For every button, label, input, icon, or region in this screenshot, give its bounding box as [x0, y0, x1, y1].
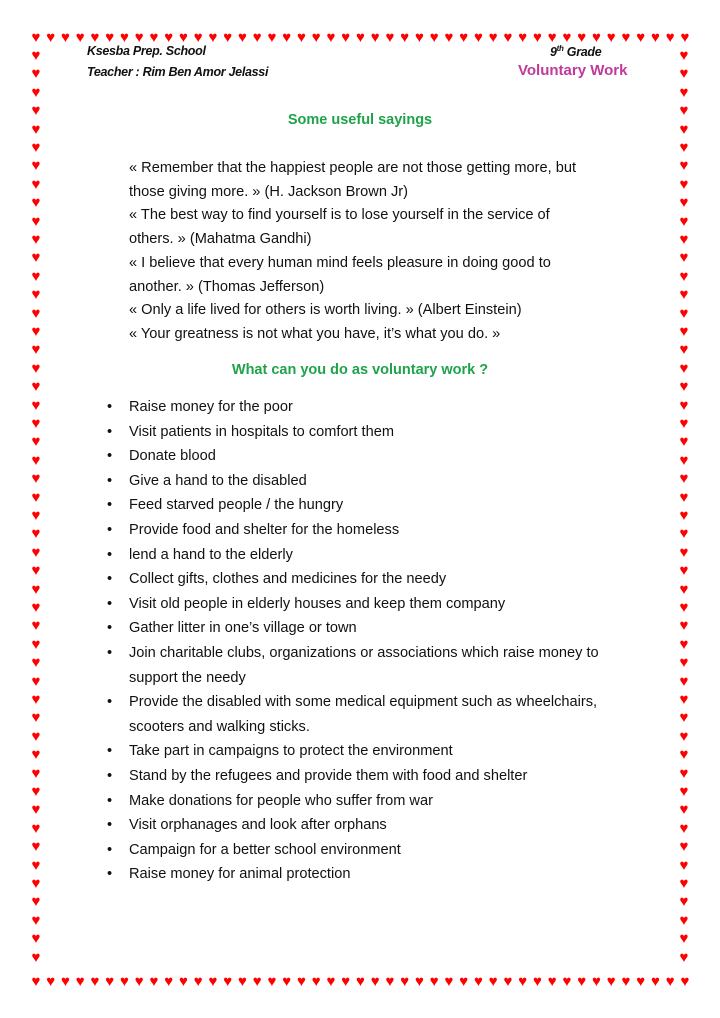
list-item-text: Provide food and shelter for the homeless	[129, 521, 400, 538]
list-item-text: Visit orphanages and look after orphans	[129, 817, 387, 834]
list-item	[105, 813, 645, 838]
heart-icon: ♥	[679, 175, 689, 193]
heart-icon: ♥	[679, 819, 689, 837]
heart-icon: ♥	[31, 267, 41, 285]
list-item	[105, 764, 645, 789]
heart-icon: ♥	[415, 29, 424, 46]
heart-icon: ♥	[679, 304, 689, 322]
heart-icon: ♥	[46, 29, 56, 46]
heart-icon: ♥	[31, 654, 41, 672]
saying-line: « Your greatness is not what you have, it’s what you do. »	[129, 325, 501, 342]
heart-icon: ♥	[31, 378, 41, 396]
bullet-icon: •	[107, 571, 113, 588]
list-item-text: Take part in campaigns to protect the environment	[129, 743, 453, 760]
heart-icon: ♥	[444, 29, 454, 46]
heart-icon: ♥	[31, 838, 41, 856]
heart-icon: ♥	[164, 29, 174, 46]
list-item	[105, 838, 645, 863]
heart-icon: ♥	[679, 83, 689, 101]
heart-icon: ♥	[31, 856, 41, 874]
heart-icon: ♥	[503, 973, 513, 990]
bullet-icon: •	[107, 497, 113, 514]
grade-number: 9	[550, 45, 557, 60]
heart-icon: ♥	[238, 973, 247, 990]
heart-icon: ♥	[679, 396, 689, 414]
list-item	[105, 690, 645, 739]
heart-icon: ♥	[31, 672, 41, 690]
heart-icon: ♥	[679, 378, 689, 396]
heart-icon: ♥	[385, 29, 395, 46]
heart-icon: ♥	[341, 973, 351, 990]
heart-icon: ♥	[518, 29, 528, 46]
bullet-icon: •	[107, 792, 113, 809]
list-item	[105, 789, 645, 814]
heart-icon: ♥	[679, 543, 689, 561]
heart-icon: ♥	[311, 973, 321, 990]
heart-icon: ♥	[31, 580, 41, 598]
heart-icon: ♥	[61, 29, 70, 46]
bullet-icon: •	[107, 743, 113, 760]
list-item-text: Gather litter in one’s village or town	[129, 620, 357, 637]
heart-icon: ♥	[31, 930, 41, 948]
heart-icon: ♥	[31, 470, 41, 488]
heart-icon: ♥	[31, 746, 41, 764]
heart-icon: ♥	[679, 323, 689, 340]
saying-line: « The best way to find yourself is to lose yourself in the service of	[129, 207, 550, 224]
sayings-title: Some useful sayings	[287, 112, 433, 128]
heart-icon: ♥	[651, 973, 660, 990]
heart-icon: ♥	[326, 973, 336, 990]
bullet-icon: •	[107, 644, 113, 661]
heart-icon: ♥	[252, 29, 262, 46]
heart-icon: ♥	[31, 783, 41, 800]
heart-icon: ♥	[31, 507, 41, 524]
heart-icon: ♥	[679, 341, 689, 359]
heart-icon: ♥	[31, 415, 41, 432]
bullet-icon: •	[107, 595, 113, 612]
heart-icon: ♥	[621, 973, 631, 990]
list-item	[105, 739, 645, 764]
bullet-icon: •	[107, 423, 113, 440]
heart-icon: ♥	[31, 396, 41, 414]
list-item	[105, 395, 645, 420]
heart-icon: ♥	[518, 973, 528, 990]
heart-icon: ♥	[488, 29, 498, 46]
heart-icon: ♥	[90, 973, 100, 990]
heart-icon: ♥	[311, 29, 321, 46]
heart-icon: ♥	[679, 65, 689, 83]
saying-line: others. » (Mahatma Gandhi)	[129, 231, 312, 248]
heart-icon: ♥	[503, 29, 513, 46]
heart-icon: ♥	[356, 29, 365, 46]
list-item	[105, 543, 645, 568]
heart-icon: ♥	[636, 29, 646, 46]
bullet-icon: •	[107, 546, 113, 563]
heart-icon: ♥	[120, 29, 129, 46]
heart-icon: ♥	[31, 47, 41, 64]
heart-icon: ♥	[31, 562, 41, 580]
heart-icon: ♥	[577, 973, 587, 990]
heart-icon: ♥	[679, 580, 689, 598]
heart-icon: ♥	[679, 359, 689, 377]
list-item-text: Visit old people in elderly houses and keep them company	[129, 595, 506, 612]
heart-icon: ♥	[459, 29, 469, 46]
heart-icon: ♥	[400, 973, 410, 990]
heart-icon: ♥	[31, 359, 41, 377]
heart-icon: ♥	[679, 838, 689, 856]
bullet-icon: •	[107, 817, 113, 834]
heart-icon: ♥	[679, 893, 689, 911]
heart-icon: ♥	[193, 29, 203, 46]
heart-icon: ♥	[31, 29, 41, 46]
heart-icon: ♥	[134, 973, 144, 990]
heart-icon: ♥	[679, 691, 689, 708]
heart-icon: ♥	[679, 451, 689, 469]
heart-icon: ♥	[75, 973, 85, 990]
heart-icon: ♥	[400, 29, 410, 46]
heart-icon: ♥	[31, 433, 41, 451]
heart-icon: ♥	[679, 267, 689, 285]
heart-icon: ♥	[31, 599, 41, 616]
heart-icon: ♥	[679, 507, 689, 524]
heart-icon: ♥	[444, 973, 454, 990]
heart-icon: ♥	[238, 29, 247, 46]
heart-icon: ♥	[679, 212, 689, 230]
heart-icon: ♥	[297, 973, 306, 990]
heart-icon: ♥	[267, 29, 277, 46]
grade-word: Grade	[566, 45, 602, 60]
grade-label	[550, 44, 601, 59]
list-item-text: Make donations for people who suffer from war	[129, 792, 433, 809]
list-item	[105, 444, 645, 469]
bullet-icon: •	[107, 866, 113, 883]
saying-line: another. » (Thomas Jefferson)	[129, 278, 325, 295]
heart-icon: ♥	[665, 29, 675, 46]
heart-icon: ♥	[31, 231, 41, 248]
heart-icon: ♥	[679, 672, 689, 690]
heart-icon: ♥	[31, 157, 41, 175]
heart-icon: ♥	[562, 973, 572, 990]
list-item	[105, 862, 645, 887]
heart-icon: ♥	[31, 323, 41, 340]
list-item-text: Campaign for a better school environment	[129, 841, 401, 858]
heart-icon: ♥	[31, 948, 41, 966]
heart-icon: ♥	[31, 525, 41, 543]
heart-icon: ♥	[31, 212, 41, 230]
heart-icon: ♥	[679, 948, 689, 966]
heart-icon: ♥	[679, 783, 689, 800]
heart-icon: ♥	[31, 304, 41, 322]
heart-icon: ♥	[31, 83, 41, 101]
heart-icon: ♥	[297, 29, 306, 46]
bullet-icon: •	[107, 767, 113, 784]
heart-icon: ♥	[679, 231, 689, 248]
heart-icon: ♥	[606, 29, 616, 46]
teacher-name: Teacher : Rim Ben Amor Jelassi	[87, 65, 269, 79]
heart-icon: ♥	[679, 727, 689, 745]
heart-icon: ♥	[636, 973, 646, 990]
heart-icon: ♥	[592, 973, 601, 990]
heart-icon: ♥	[31, 973, 41, 990]
heart-icon: ♥	[31, 286, 41, 304]
saying-line: those giving more. » (H. Jackson Brown Jr)	[129, 183, 409, 200]
heart-icon: ♥	[31, 65, 41, 83]
heart-icon: ♥	[134, 29, 144, 46]
heart-icon: ♥	[282, 973, 292, 990]
heart-icon: ♥	[75, 29, 85, 46]
list-item-text: lend a hand to the elderly	[129, 546, 293, 563]
heart-icon: ♥	[679, 617, 689, 635]
heart-icon: ♥	[679, 746, 689, 764]
heart-icon: ♥	[651, 29, 660, 46]
heart-icon: ♥	[679, 930, 689, 948]
list-item	[105, 616, 645, 641]
heart-icon: ♥	[679, 415, 689, 432]
heart-icon: ♥	[356, 973, 365, 990]
heart-icon: ♥	[370, 973, 380, 990]
voluntary-title: What can you do as voluntary work ?	[231, 362, 489, 378]
heart-icon: ♥	[31, 488, 41, 506]
heart-icon: ♥	[31, 617, 41, 635]
heart-icon: ♥	[105, 973, 115, 990]
heart-icon: ♥	[282, 29, 292, 46]
list-item	[105, 493, 645, 518]
heart-icon: ♥	[179, 973, 188, 990]
heart-icon: ♥	[31, 543, 41, 561]
heart-icon: ♥	[31, 801, 41, 819]
heart-icon: ♥	[31, 249, 41, 267]
heart-icon: ♥	[679, 433, 689, 451]
heart-icon: ♥	[90, 29, 100, 46]
heart-icon: ♥	[46, 973, 56, 990]
heart-icon: ♥	[31, 764, 41, 782]
heart-icon: ♥	[679, 102, 689, 120]
heart-icon: ♥	[621, 29, 631, 46]
heart-icon: ♥	[679, 599, 689, 616]
heart-icon: ♥	[120, 973, 129, 990]
heart-icon: ♥	[679, 194, 689, 212]
heart-icon: ♥	[459, 973, 469, 990]
heart-icon: ♥	[679, 911, 689, 929]
heart-icon: ♥	[679, 562, 689, 580]
list-item	[105, 518, 645, 543]
bullet-icon: •	[107, 448, 113, 465]
heart-icon: ♥	[429, 973, 439, 990]
heart-icon: ♥	[533, 973, 542, 990]
list-item-text: Donate blood	[129, 448, 216, 465]
voluntary-list	[105, 395, 645, 887]
heart-icon: ♥	[474, 973, 483, 990]
heart-icon: ♥	[31, 691, 41, 708]
heart-icon: ♥	[679, 856, 689, 874]
heart-icon: ♥	[31, 194, 41, 212]
heart-icon: ♥	[193, 973, 203, 990]
heart-icon: ♥	[679, 764, 689, 782]
heart-icon: ♥	[31, 175, 41, 193]
list-item-text: Stand by the refugees and provide them with food and shelter	[129, 767, 528, 784]
list-item-text: Visit patients in hospitals to comfort them	[129, 423, 394, 440]
heart-icon: ♥	[592, 29, 601, 46]
heart-icon: ♥	[680, 29, 690, 46]
heart-icon: ♥	[31, 911, 41, 929]
heart-icon: ♥	[105, 29, 115, 46]
heart-icon: ♥	[474, 29, 483, 46]
heart-icon: ♥	[547, 973, 557, 990]
heart-icon: ♥	[679, 801, 689, 819]
list-item	[105, 641, 645, 690]
list-item	[105, 420, 645, 445]
heart-icon: ♥	[267, 973, 277, 990]
heart-icon: ♥	[208, 29, 218, 46]
heart-icon: ♥	[606, 973, 616, 990]
list-item-text: Give a hand to the disabled	[129, 472, 307, 489]
heart-icon: ♥	[679, 249, 689, 267]
heart-icon: ♥	[31, 102, 41, 120]
heart-icon: ♥	[223, 973, 233, 990]
list-item	[105, 469, 645, 494]
heart-icon: ♥	[679, 635, 689, 653]
list-item-text: Collect gifts, clothes and medicines for the needy	[129, 571, 447, 588]
heart-icon: ♥	[679, 709, 689, 727]
heart-icon: ♥	[149, 29, 159, 46]
heart-icon: ♥	[385, 973, 395, 990]
heart-icon: ♥	[164, 973, 174, 990]
heart-icon: ♥	[341, 29, 351, 46]
heart-icon: ♥	[679, 120, 689, 138]
school-name: Ksesba Prep. School	[87, 44, 206, 58]
list-item	[105, 592, 645, 617]
heart-icon: ♥	[31, 341, 41, 359]
heart-icon: ♥	[679, 654, 689, 672]
heart-icon: ♥	[679, 47, 689, 64]
sayings-list	[129, 157, 649, 347]
list-item-text: Raise money for animal protection	[129, 866, 351, 883]
heart-icon: ♥	[179, 29, 188, 46]
grade-suffix: th	[556, 44, 564, 53]
list-item-text: Join charitable clubs, organizations or associations which raise money to support the needy	[129, 644, 599, 686]
heart-icon: ♥	[547, 29, 557, 46]
heart-icon: ♥	[31, 139, 41, 156]
heart-icon: ♥	[326, 29, 336, 46]
bullet-icon: •	[107, 399, 113, 415]
saying-line: « Remember that the happiest people are not those getting more, but	[129, 160, 577, 176]
bullet-icon: •	[107, 620, 113, 637]
heart-icon: ♥	[488, 973, 498, 990]
bullet-icon: •	[107, 694, 113, 711]
heart-icon: ♥	[577, 29, 587, 46]
heart-icon: ♥	[679, 157, 689, 175]
heart-icon: ♥	[679, 470, 689, 488]
heart-icon: ♥	[679, 875, 689, 892]
topic-title: Voluntary Work	[518, 62, 628, 79]
heart-icon: ♥	[562, 29, 572, 46]
heart-icon: ♥	[31, 819, 41, 837]
heart-icon: ♥	[31, 893, 41, 911]
heart-icon: ♥	[31, 635, 41, 653]
heart-icon: ♥	[665, 973, 675, 990]
list-item	[105, 567, 645, 592]
heart-icon: ♥	[679, 525, 689, 543]
heart-icon: ♥	[61, 973, 70, 990]
heart-icon: ♥	[533, 29, 542, 46]
heart-icon: ♥	[31, 875, 41, 892]
list-item-text: Raise money for the poor	[129, 399, 293, 415]
bullet-icon: •	[107, 521, 113, 538]
heart-icon: ♥	[31, 709, 41, 727]
heart-icon: ♥	[31, 727, 41, 745]
heart-icon: ♥	[208, 973, 218, 990]
list-item-text: Provide the disabled with some medical equipment such as wheelchairs, scooters and walking sticks.	[129, 694, 598, 735]
saying-line: « I believe that every human mind feels pleasure in doing good to	[129, 254, 551, 271]
heart-icon: ♥	[149, 973, 159, 990]
bullet-icon: •	[107, 841, 113, 858]
list-item-text: Feed starved people / the hungry	[129, 497, 344, 514]
heart-icon: ♥	[679, 488, 689, 506]
heart-icon: ♥	[31, 120, 41, 138]
heart-icon: ♥	[370, 29, 380, 46]
bullet-icon: •	[107, 472, 113, 489]
heart-icon: ♥	[415, 973, 424, 990]
heart-icon: ♥	[429, 29, 439, 46]
heart-icon: ♥	[680, 973, 690, 990]
heart-icon: ♥	[679, 286, 689, 304]
heart-icon: ♥	[31, 451, 41, 469]
heart-icon: ♥	[252, 973, 262, 990]
heart-icon: ♥	[223, 29, 233, 46]
saying-line: « Only a life lived for others is worth living. » (Albert Einstein)	[129, 302, 522, 319]
heart-icon: ♥	[679, 139, 689, 156]
